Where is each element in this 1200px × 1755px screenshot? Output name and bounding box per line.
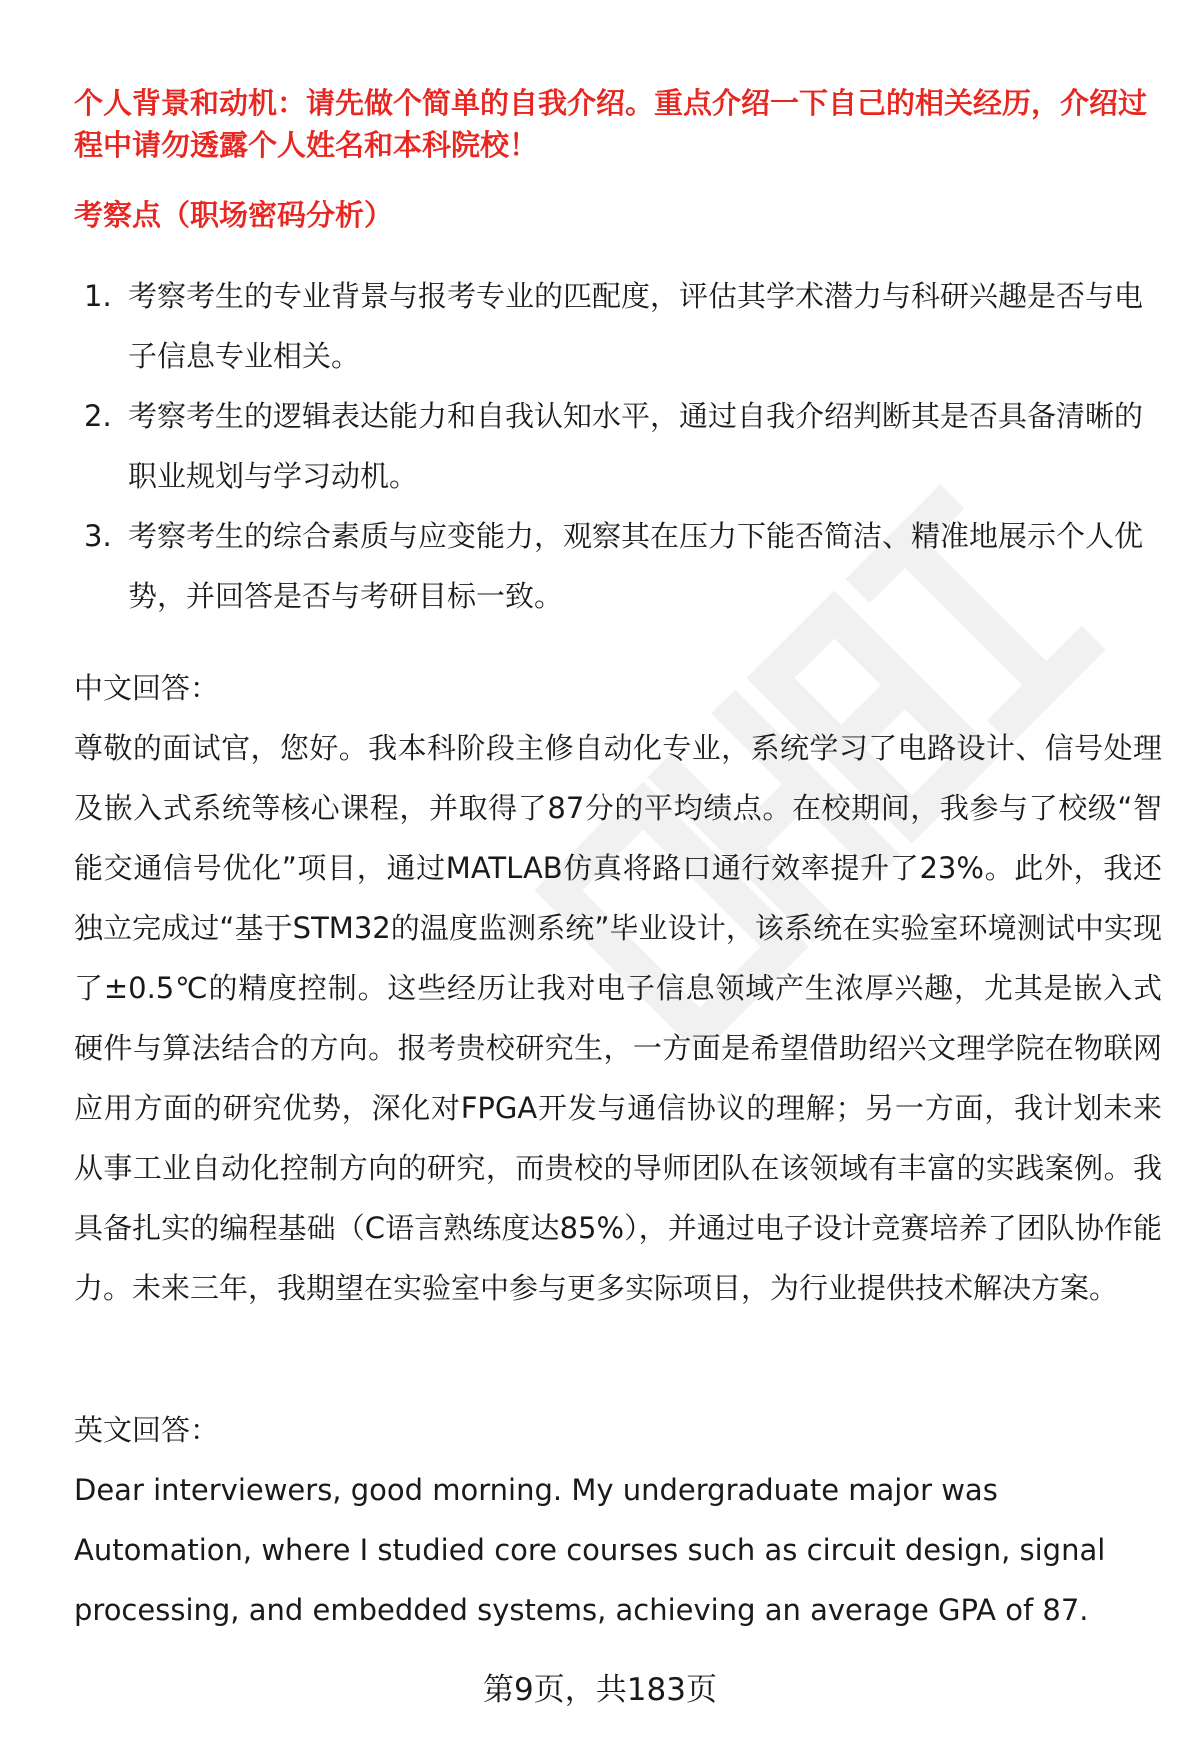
list-item-number: 1. xyxy=(84,279,112,313)
list-item-text: 考察考生的逻辑表达能力和自我认知水平，通过自我介绍判断其是否具备清晰的职业规划与学习动机。 xyxy=(128,399,1144,493)
list-item-text: 考察考生的综合素质与应变能力，观察其在压力下能否简洁、精准地展示个人优势，并回答是否与考研目标一致。 xyxy=(128,519,1144,613)
page-indicator: 第9页，共183页 xyxy=(483,1672,717,1708)
chinese-answer-body: 尊敬的面试官，您好。我本科阶段主修自动化专业，系统学习了电路设计、信号处理及嵌入式系统等核心课程，并取得了87分的平均绩点。在校期间，我参与了校级“智能交通信号优化”项目，通过MATLAB仿真将路口通行效率提升了23%。此外，我还独立完成过“基于STM32的温度监测系统”毕业设计，该系统在实验室环境测试中实现了±0.5℃的精度控制。这些经历让我对电子信息领域产生浓厚兴趣，尤其是嵌入式硬件与算法结合的方向。报考贵校研究生，一方面是希望借助绍兴文理学院在物联网应用方面的研究优势，深化对FPGA开发与通信协议的理解；另一方面，我计划未来从事工业自动化控制方向的研究，而贵校的导师团队在该领域有丰富的实践案例。我具备扎实的编程基础（C语言熟练度达85%），并通过电子设计竞赛培养了团队协作能力。未来三年，我期望在实验室中参与更多实际项目，为行业提供技术解决方案。 xyxy=(74,731,1162,1305)
list-item xyxy=(74,386,1154,506)
list-item-text: 考察考生的专业背景与报考专业的匹配度，评估其学术潜力与科研兴趣是否与电子信息专业相关。 xyxy=(128,279,1144,373)
english-answer-body: Dear interviewers, good morning. My undergraduate major was Automation, where I studied core courses such as circuit design, signal processing, and embedded systems, achieving an average GPA of 87. xyxy=(74,1473,1106,1627)
english-answer-label: 英文回答： xyxy=(74,1413,220,1447)
list-item-number: 2. xyxy=(84,399,112,433)
list-item xyxy=(74,266,1154,386)
list-item-number: 3. xyxy=(84,519,112,553)
chinese-answer-label: 中文回答： xyxy=(74,671,220,705)
analysis-points-list xyxy=(74,266,1154,626)
question-title: 个人背景和动机：请先做个简单的自我介绍。重点介绍一下自己的相关经历，介绍过程中请勿透露个人姓名和本科院校！ xyxy=(74,86,1148,162)
list-item xyxy=(74,506,1154,626)
analysis-section-title: 考察点（职场密码分析） xyxy=(74,198,394,232)
